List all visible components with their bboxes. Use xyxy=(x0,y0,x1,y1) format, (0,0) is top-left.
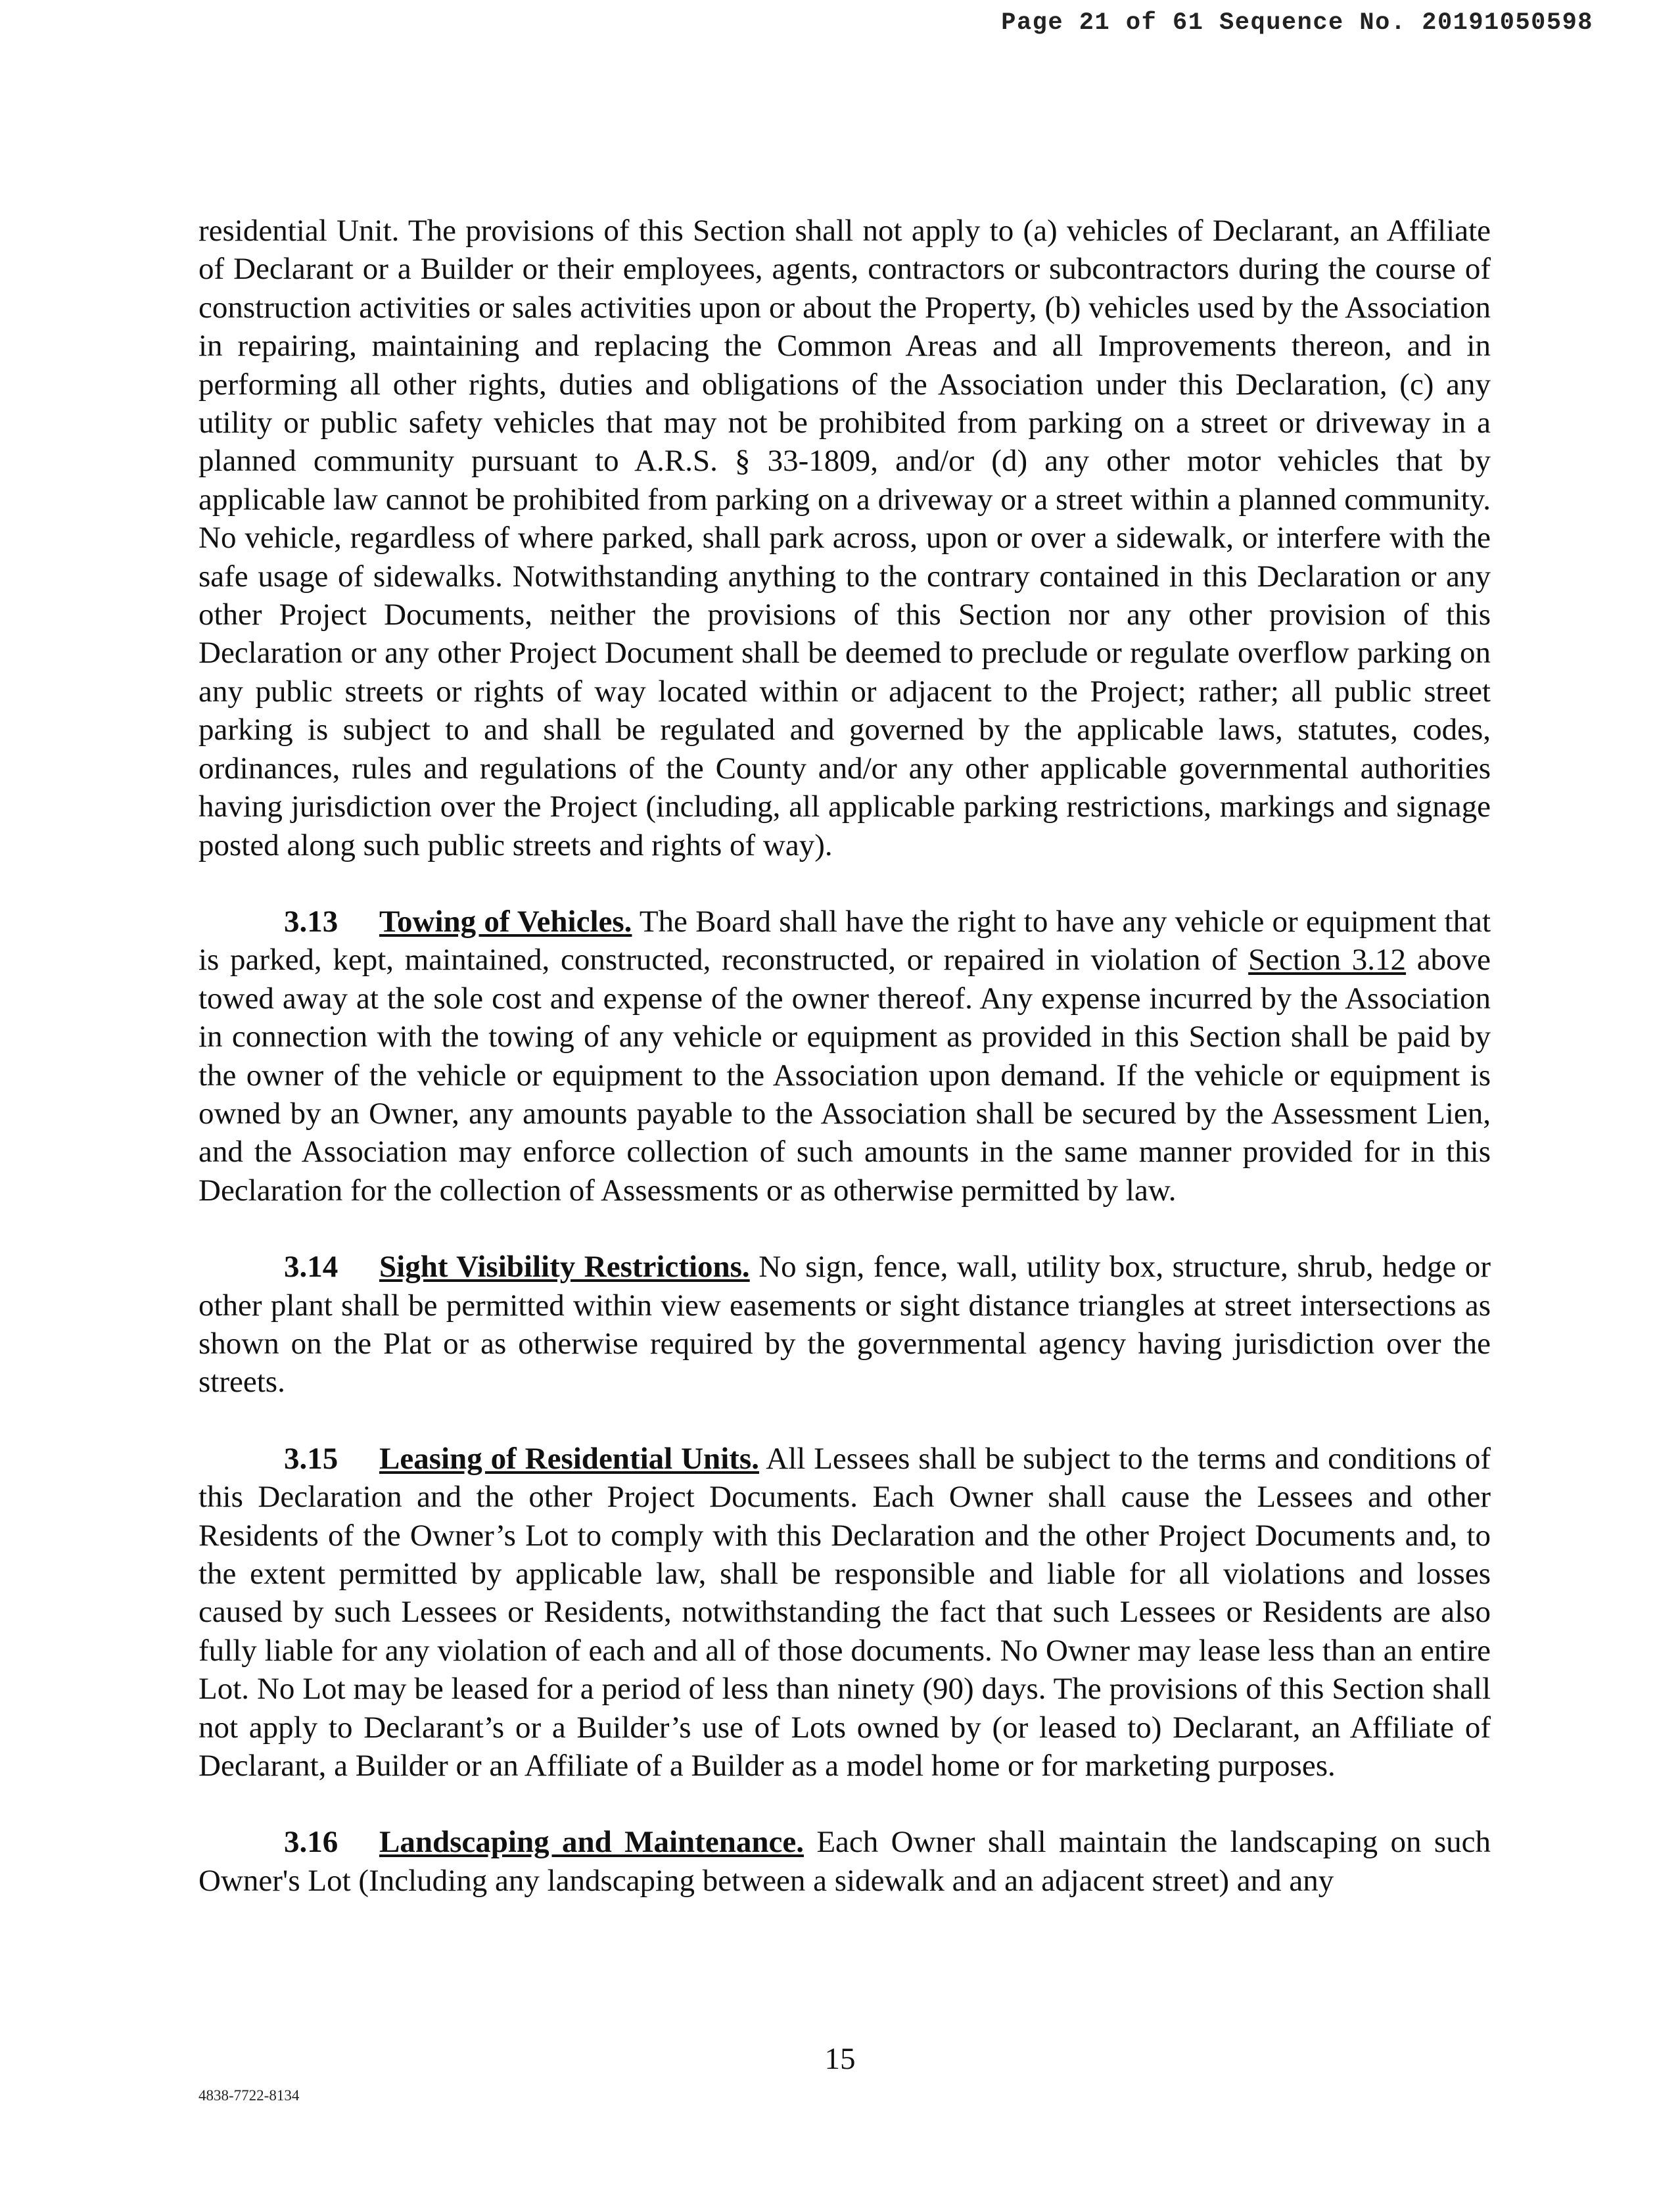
document-id: 4838-7722-8134 xyxy=(198,2087,300,2104)
page-sequence-header: Page 21 of 61 Sequence No. 20191050598 xyxy=(1001,9,1593,37)
section-number: 3.15 xyxy=(284,1441,338,1476)
section-heading: Towing of Vehicles. xyxy=(379,904,632,939)
section-number: 3.13 xyxy=(284,904,338,939)
section-3-15 xyxy=(198,1440,1491,1785)
section-3-16 xyxy=(198,1823,1491,1900)
section-text: Each Owner shall maintain the landscaping on such Owner's Lot (Including any landscaping between a sidewalk and an adjacent street) and any xyxy=(198,1825,1491,1898)
continued-paragraph: residential Unit. The provisions of this Section shall not apply to (a) vehicles of Declarant, an Affiliate of Declarant or a Builder or their employees, agents, contractors or subcontractors during the course of construction activities or sales activities upon or about the Property, (b) vehicles used by the Association in repairing, maintaining and replacing the Common Areas and all Improvements thereon, and in performing all other rights, duties and obligations of the Association under this Declaration, (c) any utility or public safety vehicles that may not be prohibited from parking on a street or driveway in a planned community pursuant to A.R.S. § 33-1809, and/or (d) any other motor vehicles that by applicable law cannot be prohibited from parking on a driveway or a street within a planned community. No vehicle, regardless of where parked, shall park across, upon or over a sidewalk, or interfere with the safe usage of sidewalks. Notwithstanding anything to the contrary contained in this Declaration or any other Project Documents, neither the provisions of this Section nor any other provision of this Declaration or any other Project Document shall be deemed to preclude or regulate overflow parking on any public streets or rights of way located within or adjacent to the Project; rather; all public street parking is subject to and shall be regulated and governed by the applicable laws, statutes, codes, ordinances, rules and regulations of the County and/or any other applicable governmental authorities having jurisdiction over the Project (including, all applicable parking restrictions, markings and signage posted along such public streets and rights of way). xyxy=(198,214,1491,862)
section-text: All Lessees shall be subject to the terms and conditions of this Declaration and the other Project Documents. Each Owner shall cause the Lessees and other Residents of the Owner’s Lot to comply with this Declaration and the other Project Documents and, to the extent permitted by applicable law, shall be responsible and liable for all violations and losses caused by such Lessees or Residents, notwithstanding the fact that such Lessees or Residents are also fully liable for any violation of each and all of those documents. No Owner may lease less than an entire Lot. No Lot may be leased for a period of less than ninety (90) days. The provisions of this Section shall not apply to Declarant’s or a Builder’s use of Lots owned by (or leased to) Declarant, an Affiliate of Declarant, a Builder or an Affiliate of a Builder as a model home or for marketing purposes. xyxy=(198,1441,1491,1783)
section-text: above towed away at the sole cost and expense of the owner thereof. Any expense incurred by the Association in connection with the towing of any vehicle or equipment as provided in this Section shall be paid by the owner of the vehicle or equipment to the Association upon demand. If the vehicle or equipment is owned by an Owner, any amounts payable to the Association shall be secured by the Assessment Lien, and the Association may enforce collection of such amounts in the same manner provided for in this Declaration for the collection of Assessments or as otherwise permitted by law. xyxy=(198,943,1491,1208)
section-heading: Leasing of Residential Units. xyxy=(379,1441,759,1476)
section-3-13 xyxy=(198,903,1491,1210)
document-body xyxy=(198,212,1491,1900)
section-number: 3.16 xyxy=(284,1825,338,1860)
section-heading: Landscaping and Maintenance. xyxy=(379,1825,804,1860)
section-text: The Board shall have the right to have any vehicle or equipment that is parked, kept, maintained, constructed, reconstructed, or repaired in violation of xyxy=(198,904,1491,978)
section-text: No sign, fence, wall, utility box, structure, shrub, hedge or other plant shall be permitted within view easements or sight distance triangles at street intersections as shown on the Plat or as otherwise required by the governmental agency having jurisdiction over the streets. xyxy=(198,1250,1491,1400)
section-number: 3.14 xyxy=(284,1250,338,1285)
section-3-14 xyxy=(198,1248,1491,1402)
page-number: 15 xyxy=(824,2042,856,2076)
section-cross-reference: Section 3.12 xyxy=(1248,943,1407,978)
section-heading: Sight Visibility Restrictions. xyxy=(379,1250,750,1285)
